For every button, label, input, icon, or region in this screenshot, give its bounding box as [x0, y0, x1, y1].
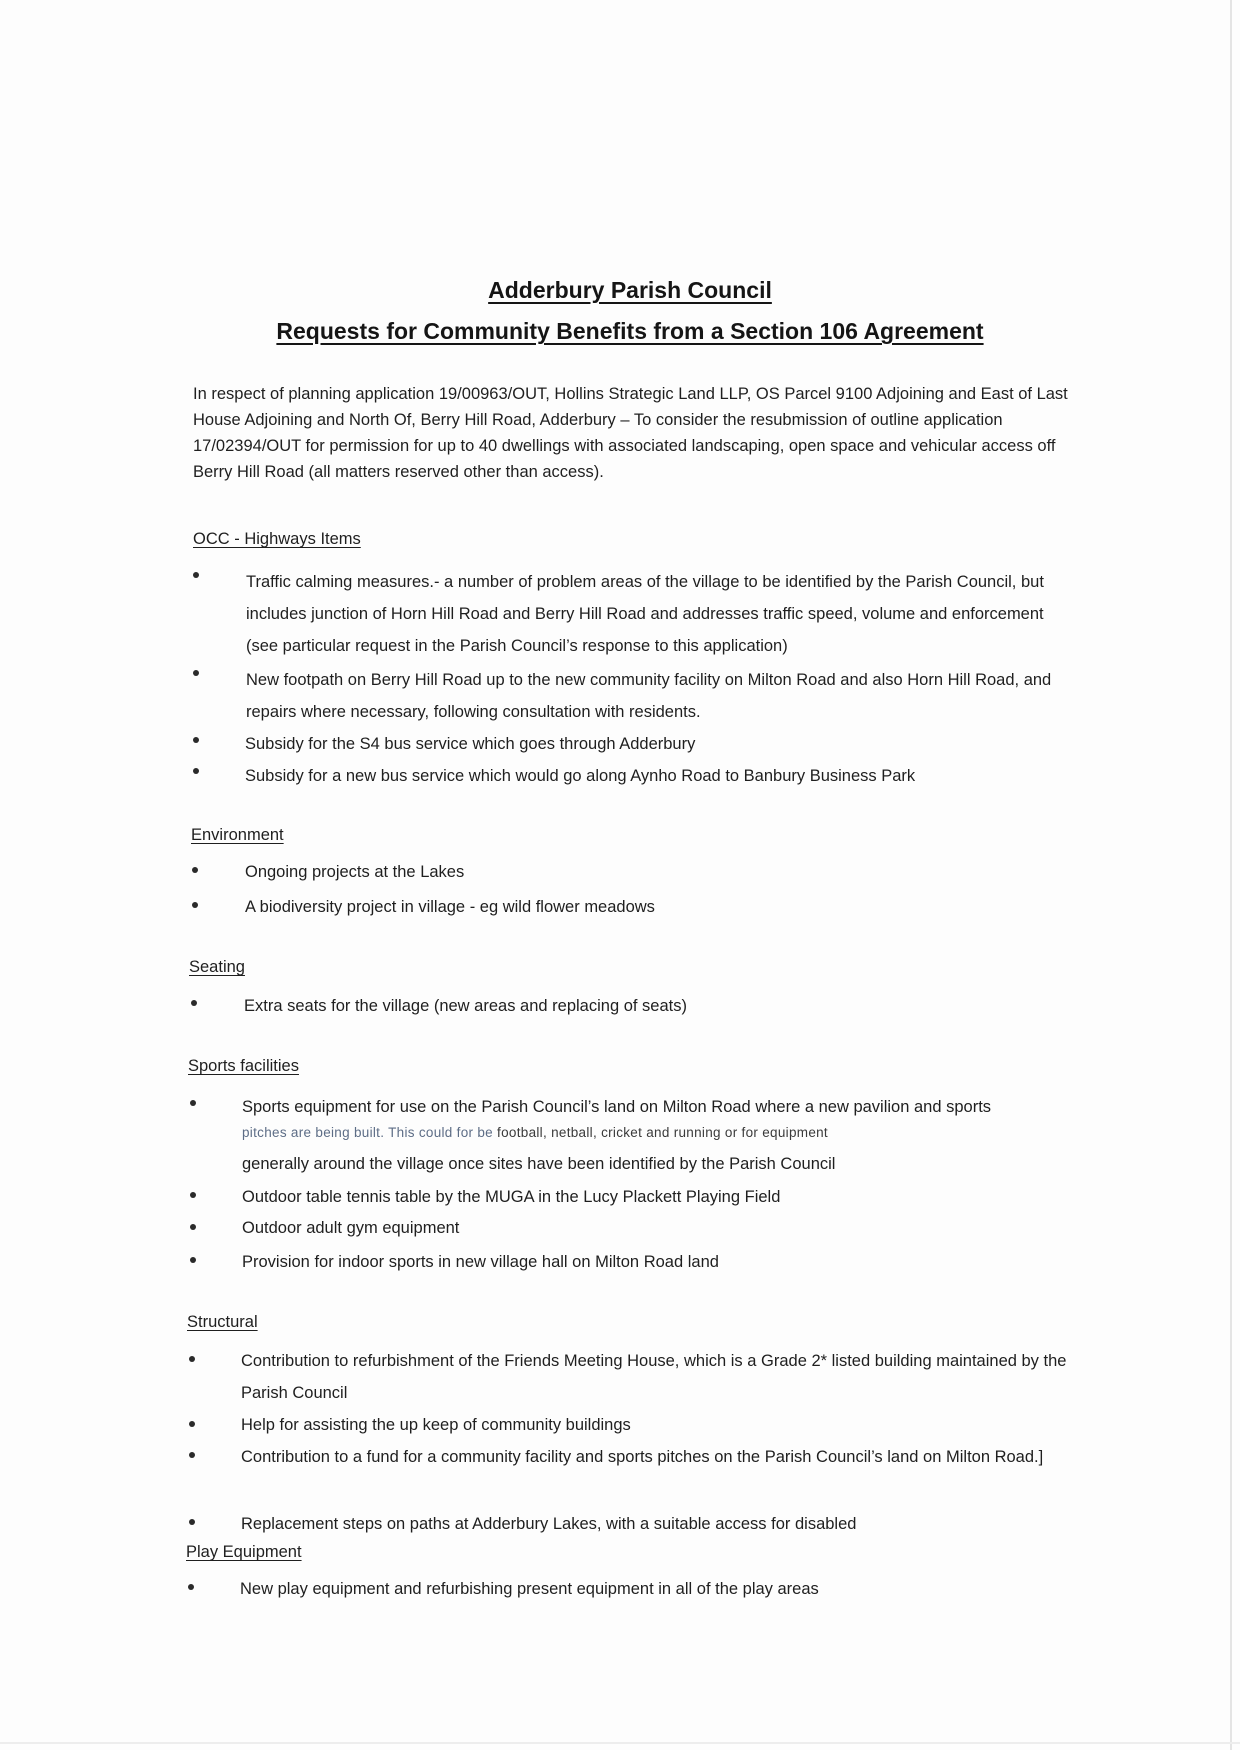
- list-item: Replacement steps on paths at Adderbury Lakes, with a suitable access for disabled: [241, 1515, 857, 1533]
- bullet: [193, 768, 199, 774]
- bullet: [193, 572, 199, 578]
- bullet: [190, 1224, 196, 1230]
- list-item: New play equipment and refurbishing present equipment in all of the play areas: [240, 1580, 819, 1598]
- list-item: Extra seats for the village (new areas and replacing of seats): [244, 997, 687, 1015]
- bullet: [191, 1000, 197, 1006]
- bullet: [192, 867, 198, 873]
- bullet: [189, 1452, 195, 1458]
- bullet: [189, 1421, 195, 1427]
- list-item: Sports equipment for use on the Parish Council’s land on Milton Road where a new pavilion and sports: [242, 1098, 992, 1116]
- section-heading-seating: Seating: [189, 958, 245, 976]
- section-heading-sports: Sports facilities: [188, 1057, 299, 1075]
- bullet: [189, 1356, 195, 1362]
- list-item: generally around the village once sites have been identified by the Parish Council: [242, 1155, 836, 1173]
- list-item: Subsidy for a new bus service which would go along Aynho Road to Banbury Business Park: [245, 767, 916, 785]
- faded-text: football, netball, cricket and running or for equipment: [493, 1125, 828, 1140]
- document-title: Adderbury Parish Council: [488, 277, 772, 303]
- list-item: Provision for indoor sports in new village hall on Milton Road land: [242, 1253, 719, 1271]
- bullet: [190, 1192, 196, 1198]
- bullet: [190, 1257, 196, 1263]
- bullet: [192, 902, 198, 908]
- list-item: Outdoor adult gym equipment: [242, 1219, 460, 1237]
- list-item: Subsidy for the S4 bus service which goes through Adderbury: [245, 735, 696, 753]
- ghost-text: pitches are being built. This could for be: [242, 1125, 493, 1140]
- document-subtitle: Requests for Community Benefits from a Section 106 Agreement: [276, 318, 984, 344]
- list-item: Contribution to a fund for a community facility and sports pitches on the Parish Council’s land on Milton Road.]: [241, 1448, 1044, 1466]
- section-heading-highways: OCC - Highways Items: [193, 530, 361, 548]
- list-item: Traffic calming measures.- a number of problem areas of the village to be identified by the Parish Council, but includes junction of Horn Hill Road and Berry Hill Road and addresses traffic speed, volume and enforcement (see particular request in the Parish Council’s response to this application): [246, 573, 1044, 655]
- list-item: A biodiversity project in village - eg wild flower meadows: [245, 898, 655, 916]
- bullet: [190, 1100, 196, 1106]
- bullet: [193, 737, 199, 743]
- faded-line: [242, 1125, 828, 1140]
- list-item: Help for assisting the up keep of community buildings: [241, 1416, 631, 1434]
- section-heading-play-equipment: Play Equipment: [186, 1543, 302, 1561]
- list-item: Outdoor table tennis table by the MUGA in the Lucy Plackett Playing Field: [242, 1188, 781, 1206]
- section-heading-structural: Structural: [187, 1313, 258, 1331]
- list-item: New footpath on Berry Hill Road up to the new community facility on Milton Road and also Horn Hill Road, and repairs where necessary, following consultation with residents.: [246, 671, 1052, 721]
- intro-paragraph: In respect of planning application 19/00963/OUT, Hollins Strategic Land LLP, OS Parcel 9100 Adjoining and East of Last House Adjoining and North Of, Berry Hill Road, Adderbury – To consider the resubmission of outline application 17/02394/OUT for permission for up to 40 dwellings with associated landscaping, open space and vehicular access off Berry Hill Road (all matters reserved other than access).: [193, 385, 1068, 481]
- list-item: Contribution to refurbishment of the Friends Meeting House, which is a Grade 2* listed building maintained by the Parish Council: [241, 1352, 1067, 1402]
- bullet: [188, 1584, 194, 1590]
- scan-edge-bottom: [0, 1742, 1240, 1744]
- bullet: [193, 670, 199, 676]
- bullet: [189, 1519, 195, 1525]
- section-heading-environment: Environment: [191, 826, 284, 844]
- scan-edge-right: [1230, 0, 1232, 1750]
- list-item: Ongoing projects at the Lakes: [245, 863, 465, 881]
